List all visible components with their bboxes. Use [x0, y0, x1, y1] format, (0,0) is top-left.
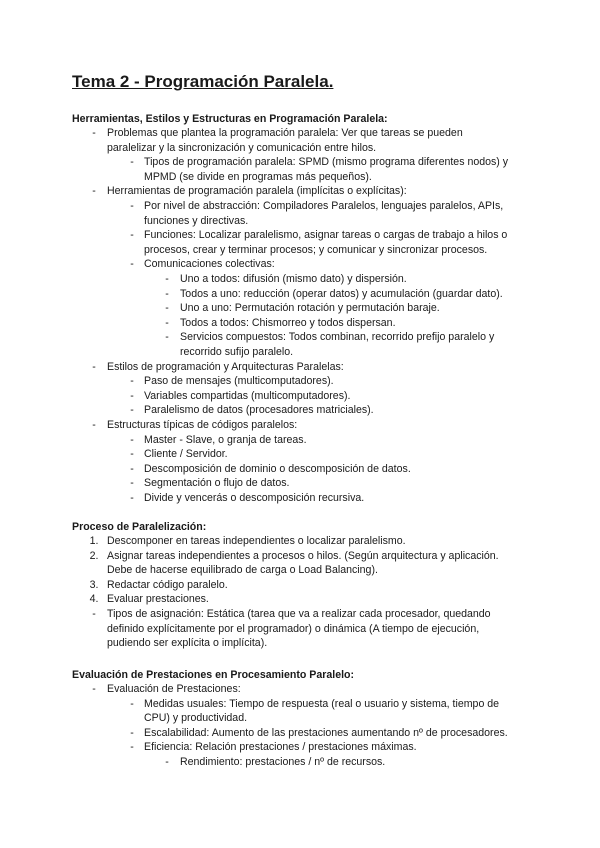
list-marker: - — [165, 287, 169, 300]
list-item-text: procesos, crear y terminar procesos; y comunicar y sincronizar procesos. — [144, 243, 488, 256]
list-item-text: Segmentación o flujo de datos. — [144, 477, 290, 490]
list-item-text: CPU) y productividad. — [144, 712, 248, 725]
section-heading-evaluation: Evaluación de Prestaciones en Procesamiento Paralelo: — [72, 669, 355, 681]
list-item-text: Divide y vencerás o descomposición recursiva. — [144, 492, 365, 504]
list-item-text: recorrido sufijo paralelo. — [180, 345, 294, 358]
list-marker: 3. — [89, 578, 99, 591]
list-marker: - — [165, 756, 169, 768]
list-marker: - — [92, 683, 96, 695]
list-marker: - — [130, 258, 134, 271]
list-marker: 4. — [89, 593, 99, 606]
list-item-text: Problemas que plantea la programación paralela: Ver que tareas se pueden — [107, 127, 463, 139]
list-item-text: Comunicaciones colectivas: — [144, 258, 275, 271]
list-item-text: Paso de mensajes (multicomputadores). — [144, 375, 334, 388]
list-item-text: Estructuras típicas de códigos paralelos: — [107, 419, 298, 431]
list-marker: - — [92, 127, 96, 139]
section-heading-tools: Herramientas, Estilos y Estructuras en Programación Paralela: — [72, 113, 388, 125]
list-marker: - — [165, 273, 169, 285]
list-marker: - — [130, 462, 134, 475]
list-marker: - — [130, 492, 134, 504]
list-marker: - — [130, 697, 134, 710]
list-item-text: Paralelismo de datos (procesadores matriciales). — [144, 404, 374, 417]
title-text: Tema 2 - Programación Paralela — [72, 72, 329, 91]
list-item-text: Todos a todos: Chismorreo y todos dispersan. — [180, 316, 396, 329]
list-item-text: Variables compartidas (multicomputadores). — [144, 389, 351, 402]
list-item-text: Tipos de programación paralela: SPMD (mismo programa diferentes nodos) y — [144, 156, 509, 169]
list-marker: - — [165, 316, 169, 329]
list-marker: - — [130, 448, 134, 461]
list-item-text: Uno a uno: Permutación rotación y permutación baraje. — [180, 302, 440, 315]
list-item-text: Servicios compuestos: Todos combinan, recorrido prefijo paralelo y — [180, 331, 495, 344]
list-marker: - — [130, 389, 134, 402]
list-marker: 1. — [89, 535, 99, 547]
list-marker: - — [130, 404, 134, 417]
list-marker: - — [130, 726, 134, 739]
list-item-text: Redactar código paralelo. — [107, 578, 228, 591]
section-heading-process: Proceso de Paralelización: — [72, 521, 207, 533]
list-item-text: Medidas usuales: Tiempo de respuesta (real o usuario y sistema, tiempo de — [144, 697, 500, 710]
list-marker: - — [130, 375, 134, 388]
list-marker: - — [130, 477, 134, 490]
list-marker: - — [130, 156, 134, 169]
list-item-text: paralelizar y la sincronización y comunicación entre hilos. — [107, 141, 377, 154]
list-item-text: Herramientas de programación paralela (implícitas o explícitas): — [107, 185, 407, 198]
list-item-text: Uno a todos: difusión (mismo dato) y dispersión. — [180, 273, 407, 285]
list-item-text: Cliente / Servidor. — [144, 448, 228, 461]
list-marker: - — [165, 302, 169, 315]
page-title — [72, 71, 333, 93]
list-marker: - — [92, 419, 96, 431]
list-marker: - — [92, 185, 96, 198]
list-marker: 2. — [89, 549, 99, 562]
list-marker: - — [92, 360, 96, 373]
list-marker: - — [130, 741, 134, 754]
list-marker: - — [130, 229, 134, 242]
list-item-text: MPMD (se divide en programas más pequeños). — [144, 170, 372, 183]
list-item-text: funciones y directivas. — [144, 214, 249, 227]
list-item-text: Evaluar prestaciones. — [107, 593, 209, 606]
list-item-text: Tipos de asignación: Estática (tarea que va a realizar cada procesador, quedando — [107, 608, 491, 620]
list-item-text: Debe de hacerse equilibrado de carga o Load Balancing). — [107, 564, 378, 577]
list-marker: - — [165, 331, 169, 344]
list-marker: - — [130, 433, 134, 446]
list-item-text: pudiendo ser explícita o implícita). — [107, 637, 268, 650]
list-item-text: Eficiencia: Relación prestaciones / prestaciones máximas. — [144, 741, 417, 754]
list-marker: - — [92, 608, 96, 620]
list-item-text: Asignar tareas independientes a procesos o hilos. (Según arquitectura y aplicación. — [107, 549, 499, 562]
list-item-text: Master - Slave, o granja de tareas. — [144, 433, 307, 446]
list-item-text: Todos a uno: reducción (operar datos) y acumulación (guardar dato). — [180, 287, 503, 300]
list-item-text: Evaluación de Prestaciones: — [107, 683, 241, 695]
list-item-text: Estilos de programación y Arquitecturas Paralelas: — [107, 360, 344, 373]
list-item-text: Escalabilidad: Aumento de las prestaciones aumentando nº de procesadores. — [144, 726, 508, 739]
list-item-text: Descomposición de dominio o descomposición de datos. — [144, 462, 411, 475]
title-period: . — [328, 72, 334, 91]
list-item-text: Rendimiento: prestaciones / nº de recursos. — [180, 756, 386, 768]
list-item-text: Descomponer en tareas independientes o localizar paralelismo. — [107, 535, 406, 547]
list-item-text: Funciones: Localizar paralelismo, asignar tareas o cargas de trabajo a hilos o — [144, 229, 508, 242]
list-item-text: Por nivel de abstracción: Compiladores Paralelos, lenguajes paralelos, APIs, — [144, 200, 504, 212]
list-item-text: definido explícitamente por el programador) o dinámica (A tiempo de ejecución, — [107, 622, 480, 635]
list-marker: - — [130, 200, 134, 212]
